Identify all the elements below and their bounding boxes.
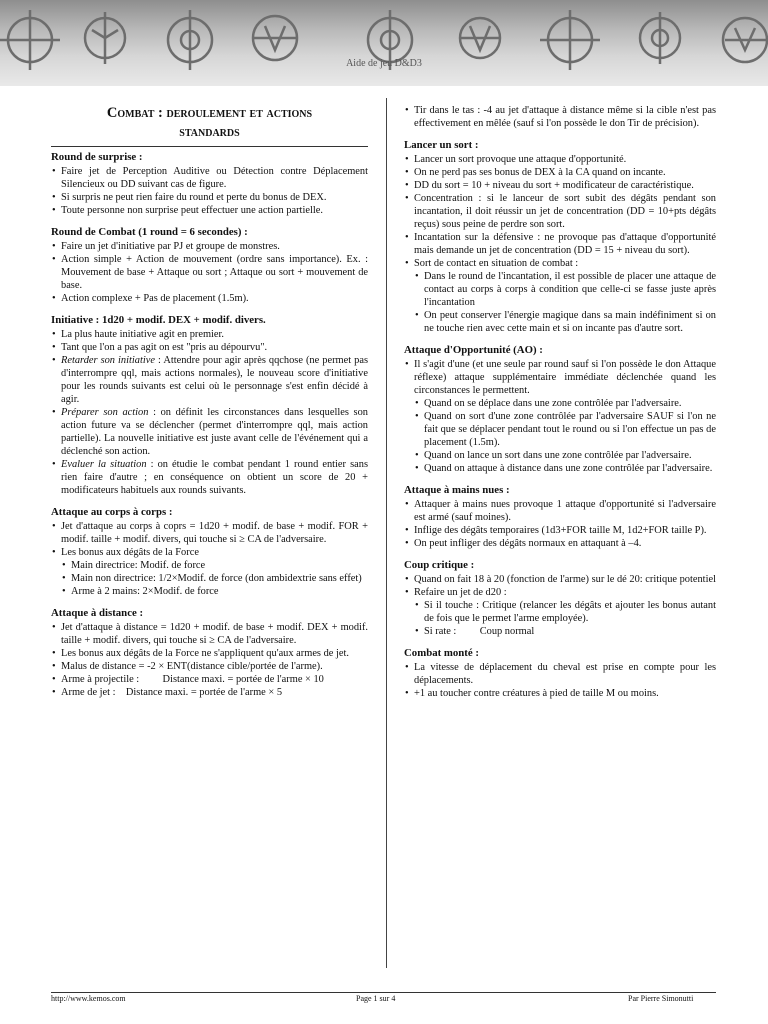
list-item: • La vitesse de déplacement du cheval est prise en compte pour les déplacements. — [404, 661, 716, 687]
list-item: • Incantation sur la défensive : ne provoque pas d'attaque d'opportunité mais demande un jet de concentration (DD = 15 + niveau du sort). — [404, 231, 716, 257]
list-item: • Préparer son action : on définit les circonstances dans lesquelles son action future va se déclencher (permet d'interrompre qql, mais action partielle). La nouvelle initiative est juste avant celle de l'événement qui a déclenché son action. — [51, 406, 368, 458]
list-item: • Concentration : si le lanceur de sort subit des dégâts pendant son incantation, il doit réussir un jet de concentration (DD = 10+pts dégâts reçus) sous peine de perdre son sort. — [404, 192, 716, 231]
list-item: • Les bonus aux dégâts de la Force ne s'appliquent qu'aux armes de jet. — [51, 647, 368, 660]
list-item: • Arme de jet : Distance maxi. = portée de l'arme × 5 — [51, 686, 368, 699]
section-crit — [404, 559, 716, 638]
list-item: • Tant que l'on a pas agit on est "pris au dépourvu". — [51, 341, 368, 354]
sub-list-item: • Dans le round de l'incantation, il est possible de placer une attaque de contact au corps à corps à condition que celle-ci se fasse juste après l'incantation — [414, 270, 716, 309]
footer-page-number: Page 1 sur 4 — [356, 994, 396, 1003]
right-column — [404, 104, 716, 709]
list-item: • Quand on fait 18 à 20 (fonction de l'arme) sur le dé 20: critique potentiel — [404, 573, 716, 586]
list-item: • Refaire un jet de d20 : — [404, 586, 716, 599]
rune-circle-icon — [640, 12, 680, 64]
list-item: • Retarder son initiative : Attendre pour agir après qqchose (ne permet pas d'interrompre qql, mais actions normales), le nouveau score d'initiative pour les rounds suivants est celui où le personnage s'est enfin décidé à agir. — [51, 354, 368, 406]
list-item: • Arme à projectile : Distance maxi. = portée de l'arme × 10 — [51, 673, 368, 686]
list-item: • Il s'agit d'une (et une seule par round sauf si l'on possède le don Attaque réflexe) attaque supplémentaire immédiate déclenchée quand les circonstances le permettent. — [404, 358, 716, 397]
list-item: • Malus de distance = -2 × ENT(distance cible/portée de l'arme). — [51, 660, 368, 673]
footer-author: Par Pierre Simonutti — [628, 994, 694, 1003]
sub-list-item: • Main non directrice: 1/2×Modif. de force (don ambidextrie sans effet) — [61, 572, 368, 585]
list-item: • +1 au toucher contre créatures à pied de taille M ou moins. — [404, 687, 716, 700]
list-item: • Jet d'attaque à distance = 1d20 + modif. de base + modif. DEX + modif. taille + modif. divers, qui touche si ≥ CA de l'adversaire. — [51, 621, 368, 647]
section-mounted — [404, 647, 716, 700]
section-ao — [404, 344, 716, 475]
sub-list-item: • Quand on se déplace dans une zone contrôlée par l'adversaire. — [414, 397, 716, 410]
sub-list-item: • Quand on sort d'une zone contrôlée par l'adversaire SAUF si l'on ne fait que se déplacer pendant tout le round ou si l'on effectue un pas de placement (1.5m). — [414, 410, 716, 449]
section-melee — [51, 506, 368, 598]
section-tir — [404, 104, 716, 130]
banner-title: Aide de jeu D&D3 — [346, 58, 422, 69]
section-heading: Round de Combat (1 round = 6 secondes) : — [51, 226, 248, 238]
section-heading: Attaque à mains nues : — [404, 484, 510, 496]
footer-rule — [51, 992, 716, 993]
list-item: • Si surpris ne peut rien faire du round et perte du bonus de DEX. — [51, 191, 368, 204]
list-item: • Lancer un sort provoque une attaque d'opportunité. — [404, 153, 716, 166]
list-item: • On ne perd pas ses bonus de DEX à la CA quand on incante. — [404, 166, 716, 179]
sub-list-item: • On peut conserver l'énergie magique dans sa main indéfiniment si on ne touche rien avec cette main et si on incante pas d'autre sort. — [414, 309, 716, 335]
list-item: • La plus haute initiative agit en premier. — [51, 328, 368, 341]
section-surprise — [51, 151, 368, 217]
section-heading: Initiative : 1d20 + modif. DEX + modif. divers. — [51, 314, 266, 326]
section-heading: Attaque à distance : — [51, 607, 144, 619]
list-item: • Faire un jet d'initiative par PJ et groupe de monstres. — [51, 240, 368, 253]
list-item: • Faire jet de Perception Auditive ou Détection contre Déplacement Silencieux ou DD suivant cas de figure. — [51, 165, 368, 191]
list-item: • Jet d'attaque au corps à coprs = 1d20 + modif. de base + modif. FOR + modif. taille + modif. divers, qui touche si ≥ CA de l'adversaire. — [51, 520, 368, 546]
section-heading: Attaque au corps à corps : — [51, 506, 173, 518]
list-item: • Action complexe + Pas de placement (1.5m). — [51, 292, 368, 305]
list-item: • DD du sort = 10 + niveau du sort + modificateur de caractéristique. — [404, 179, 716, 192]
section-heading: Combat monté : — [404, 647, 479, 659]
list-item: • Evaluer la situation : on étudie le combat pendant 1 round entier sans rien faire d'autre ; en conséquence on obtient un score de 20 + modificateurs habituels aux rounds suivants. — [51, 458, 368, 497]
sub-list-item: • Main directrice: Modif. de force — [61, 559, 368, 572]
section-spell — [404, 139, 716, 335]
list-item: • Attaquer à mains nues provoque 1 attaque d'opportunité si l'adversaire est armé (sauf moines). — [404, 498, 716, 524]
section-unarmed — [404, 484, 716, 550]
column-divider — [386, 98, 387, 968]
list-item: • On peut infliger des dégâts normaux en attaquant à –4. — [404, 537, 716, 550]
section-heading: Lancer un sort : — [404, 139, 479, 151]
rune-circle-icon — [460, 18, 500, 58]
header-banner — [0, 0, 768, 86]
list-item: • Tir dans le tas : -4 au jet d'attaque à distance même si la cible n'est pas effectivement en mêlée (sauf si l'on possède le don Tir de précision). — [404, 104, 716, 130]
rune-circles-decoration — [0, 0, 768, 86]
list-item: • Sort de contact en situation de combat : — [404, 257, 716, 270]
section-ranged — [51, 607, 368, 699]
page-title: Combat : deroulement et actions standards — [51, 104, 368, 147]
rune-circle-icon — [723, 18, 768, 62]
rune-circle-icon — [85, 12, 125, 64]
list-item: • Toute personne non surprise peut effectuer une action partielle. — [51, 204, 368, 217]
section-heading: Coup critique : — [404, 559, 475, 571]
rune-circle-icon — [253, 16, 297, 60]
sub-list-item: • Si rate : Coup normal — [414, 625, 716, 638]
section-heading: Attaque d'Opportunité (AO) : — [404, 344, 543, 356]
sub-list-item: • Quand on attaque à distance dans une zone contrôlée par l'adversaire. — [414, 462, 716, 475]
sub-list-item: • Si il touche : Critique (relancer les dégâts et ajouter les bonus autant de fois que le permet l'arme employée). — [414, 599, 716, 625]
footer-url[interactable]: http://www.kemos.com — [51, 994, 126, 1003]
list-item: • Inflige des dégâts temporaires (1d3+FOR taille M, 1d2+FOR taille P). — [404, 524, 716, 537]
left-column — [51, 100, 368, 708]
section-round — [51, 226, 368, 305]
sub-list-item: • Arme à 2 mains: 2×Modif. de force — [61, 585, 368, 598]
list-item: • Action simple + Action de mouvement (ordre sans importance). Ex. : Mouvement de base + Attaque ou sort ; Attaque ou sort + mouvement de base. — [51, 253, 368, 292]
sub-list-item: • Quand on lance un sort dans une zone contrôlée par l'adversaire. — [414, 449, 716, 462]
section-heading: Round de surprise : — [51, 151, 143, 163]
list-item: • Les bonus aux dégâts de la Force — [51, 546, 368, 559]
section-initiative — [51, 314, 368, 497]
